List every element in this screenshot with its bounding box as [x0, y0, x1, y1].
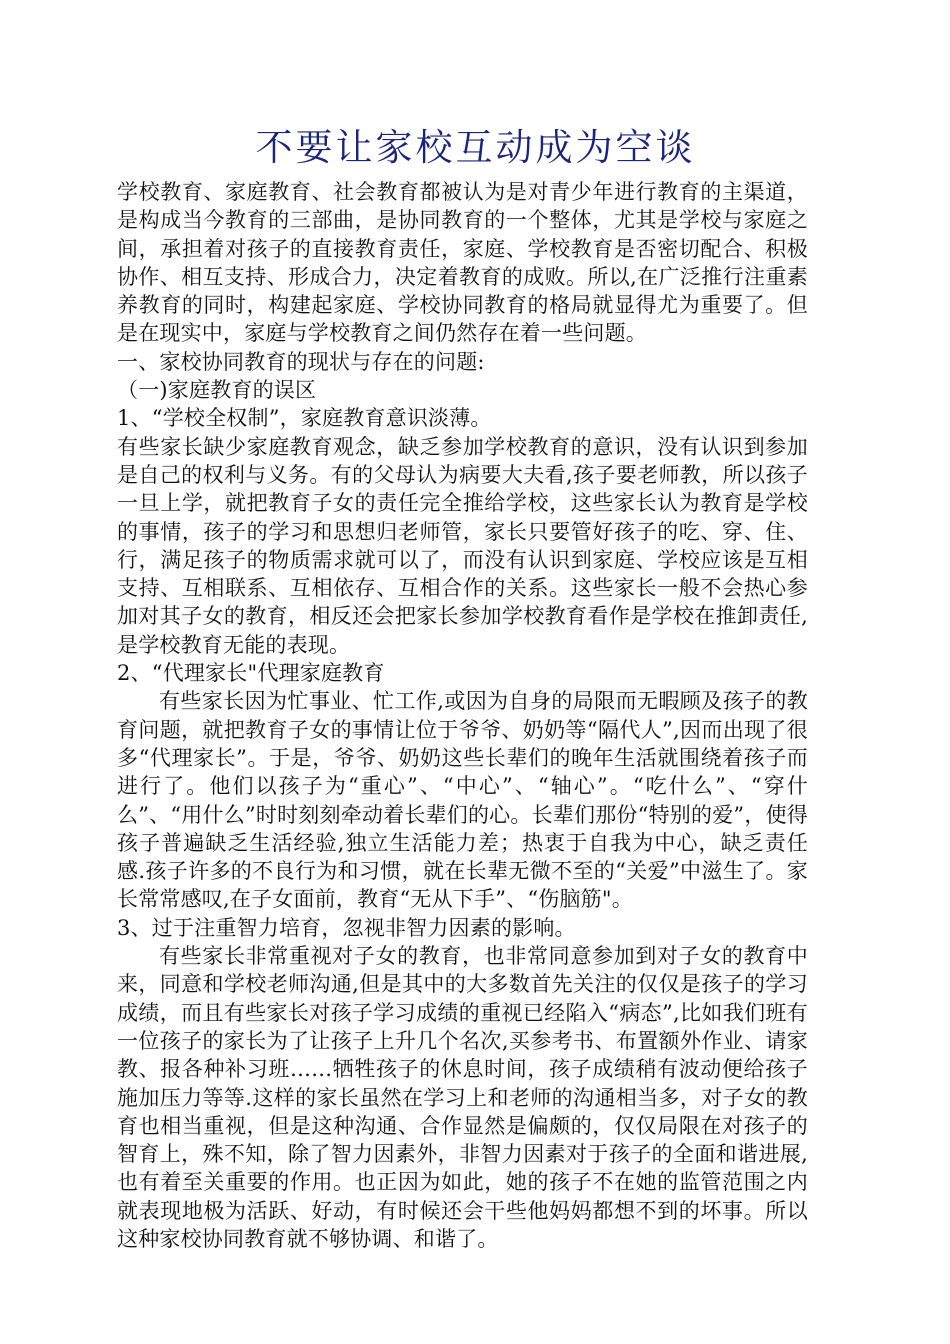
item-body-2: 有些家长因为忙事业、忙工作,或因为自身的局限而无暇顾及孩子的教育问题，就把教育子女的事情让位于爷爷、奶奶等“隔代人”,因而出现了很多“代理家长”。于是，爷爷、奶奶这些长辈们的晚年生活就围绕着孩子而进行了。他们以孩子为“重心”、“中心”、“轴心”。“吃什么”、“穿什么”、“用什么”时时刻刻牵动着长辈们的心。长辈们那份“特别的爱”，使得孩子普遍缺乏生活经验,独立生活能力差；热衷于自我为中心，缺乏责任感.孩子许多的不良行为和习惯，就在长辈无微不至的“关爱”中滋生了。家长常常感叹,在子女面前，教育“无从下手”、“伤脑筋"。 [117, 689, 808, 912]
document-body [117, 178, 808, 1253]
item-heading-2: 2、“代理家长"代理家庭教育 [117, 661, 385, 686]
paragraph-intro: 学校教育、家庭教育、社会教育都被认为是对青少年进行教育的主渠道，是构成当今教育的三部曲，是协同教育的一个整体，尤其是学校与家庭之间，承担着对孩子的直接教育责任，家庭、学校教育是否密切配合、积极协作、相互支持、形成合力，决定着教育的成败。所以,在广泛推行注重素养教育的同时，构建起家庭、学校协同教育的格局就显得尤为重要了。但是在现实中，家庭与学校教育之间仍然存在着一些问题。 [117, 180, 808, 346]
item-heading-1: 1、“学校全权制”，家庭教育意识淡薄。 [117, 406, 492, 431]
item-body-3: 有些家长非常重视对子女的教育，也非常同意参加到对子女的教育中来，同意和学校老师沟通,但是其中的大多数首先关注的仅仅是孩子的学习成绩，而且有些家长对孩子学习成绩的重视已经陷入“病态”,比如我们班有一位孩子的家长为了让孩子上升几个名次,买参考书、布置额外作业、请家教、报各种补习班……牺牲孩子的休息时间，孩子成绩稍有波动便给孩子施加压力等等.这样的家长虽然在学习上和老师的沟通相当多，对子女的教育也相当重视，但是这种沟通、合作显然是偏颇的，仅仅局限在对孩子的智育上，殊不知，除了智力因素外，非智力因素对于孩子的全面和谐进展,也有着至关重要的作用。也正因为如此，她的孩子不在她的监管范围之内就表现地极为活跃、好动，有时候还会干些他妈妈都想不到的坏事。所以这种家校协同教育就不够协调、和谐了。 [117, 944, 808, 1251]
item-heading-3: 3、过于注重智力培育，忽视非智力因素的影响。 [117, 915, 576, 940]
subsection-heading: （一)家庭教育的误区 [117, 378, 317, 403]
document-title: 不要让家校互动成为空谈 [255, 126, 696, 169]
item-body-1: 有些家长缺少家庭教育观念，缺乏参加学校教育的意识，没有认识到参加是自己的权利与义务。有的父母认为病要大夫看,孩子要老师教，所以孩子一旦上学，就把教育子女的责任完全推给学校，这些家长认为教育是学校的事情，孩子的学习和思想归老师管，家长只要管好孩子的吃、穿、住、行，满足孩子的物质需求就可以了，而没有认识到家庭、学校应该是互相支持、互相联系、互相依存、互相合作的关系。这些家长一般不会热心参加对其子女的教育，相反还会把家长参加学校教育看作是学校在推卸责任,是学校教育无能的表现。 [117, 434, 808, 657]
section-heading: 一、家校协同教育的现状与存在的问题: [117, 349, 485, 374]
